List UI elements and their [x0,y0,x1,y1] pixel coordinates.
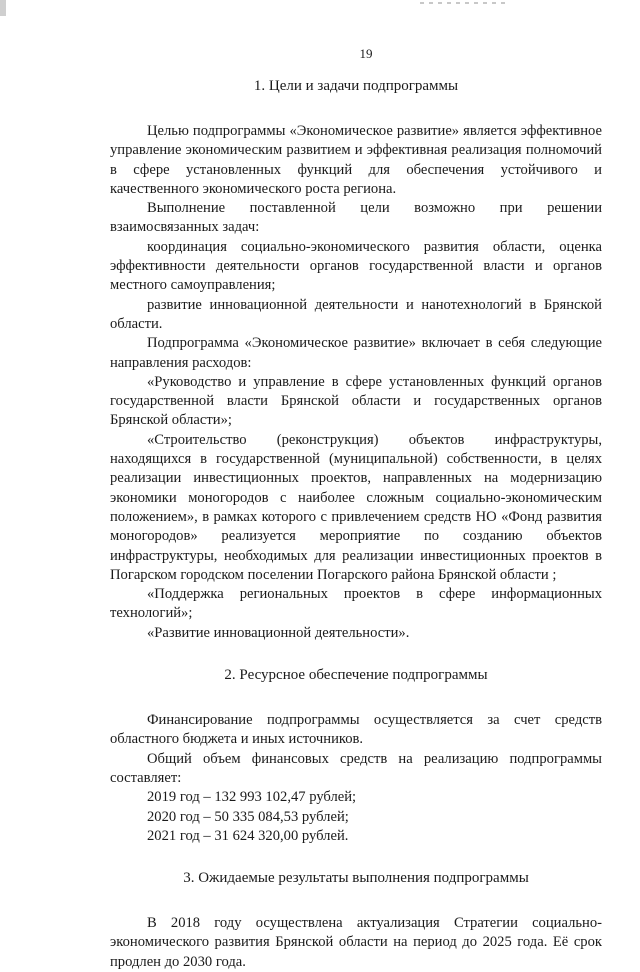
finance-lines [110,788,602,846]
paragraph: Целью подпрограммы «Экономическое развитие» является эффективное управление экономическим развитием и эффективная реализация полномочий в сфере установленных функций для обеспечения устойчивого и качественного экономического роста региона. [110,123,602,197]
section-title: 1. Цели и задачи подпрограммы [253,78,459,94]
section-title: 2. Ресурсное обеспечение подпрограммы [224,667,488,684]
paragraph: «Развитие инновационной деятельности». [147,624,410,641]
paragraph: Финансирование подпрограммы осуществляется за счет средств областного бюджета и иных источников. [110,712,602,748]
section-results [110,868,602,972]
finance-line-2020: 2020 год – 50 335 084,53 рублей; [147,808,349,825]
paragraph: координация социально-экономического развития области, оценка эффективности деятельности органов государственной власти и органов местного самоуправления; [110,238,602,294]
paragraph: Общий объем финансовых средств на реализацию подпрограммы составляет: [110,750,602,786]
paragraph: Подпрограмма «Экономическое развитие» включает в себя следующие направления расходов: [110,335,602,371]
paragraph: Выполнение поставленной цели возможно при решении взаимосвязанных задач: [110,200,602,236]
scan-top-mark [420,2,510,4]
finance-line-2021: 2021 год – 31 624 320,00 рублей. [147,827,349,844]
page-number: 19 [359,46,373,61]
paragraph: В 2018 году осуществлена актуализация Стратегии социально-экономического развития Брянской области на период до 2025 года. Её срок продлен до 2030 года. [110,915,602,970]
finance-line-2019: 2019 год – 132 993 102,47 рублей; [147,789,357,806]
paragraph: «Поддержка региональных проектов в сфере информационных технологий»; [110,586,602,622]
paragraph: «Руководство и управление в сфере установленных функций органов государственной власти Брянской области и государственных органов Брянской области»; [110,373,602,429]
scan-edge-mark [0,0,6,16]
section-goals [110,76,602,643]
paragraph: «Строительство (реконструкция) объектов инфраструктуры, находящихся в государственной (муниципальной) собственности, в целях реализации инвестиционных проектов, направленных на модернизацию экономики моногородов с наиболее сложным социально-экономическим положением», в рамках которого с привлечением средств НО «Фонд развития моногородов» реализуется мероприятие по созданию объектов инфраструктуры, необходимых для реализации инвестиционных проектов в Погарском городском поселении Погарского района Брянской области ; [110,431,602,583]
section-title: 3. Ожидаемые результаты выполнения подпрограммы [183,870,529,887]
paragraph: развитие инновационной деятельности и нанотехнологий в Брянской области. [110,296,602,332]
section-resources [110,665,602,846]
document-page [110,46,602,972]
